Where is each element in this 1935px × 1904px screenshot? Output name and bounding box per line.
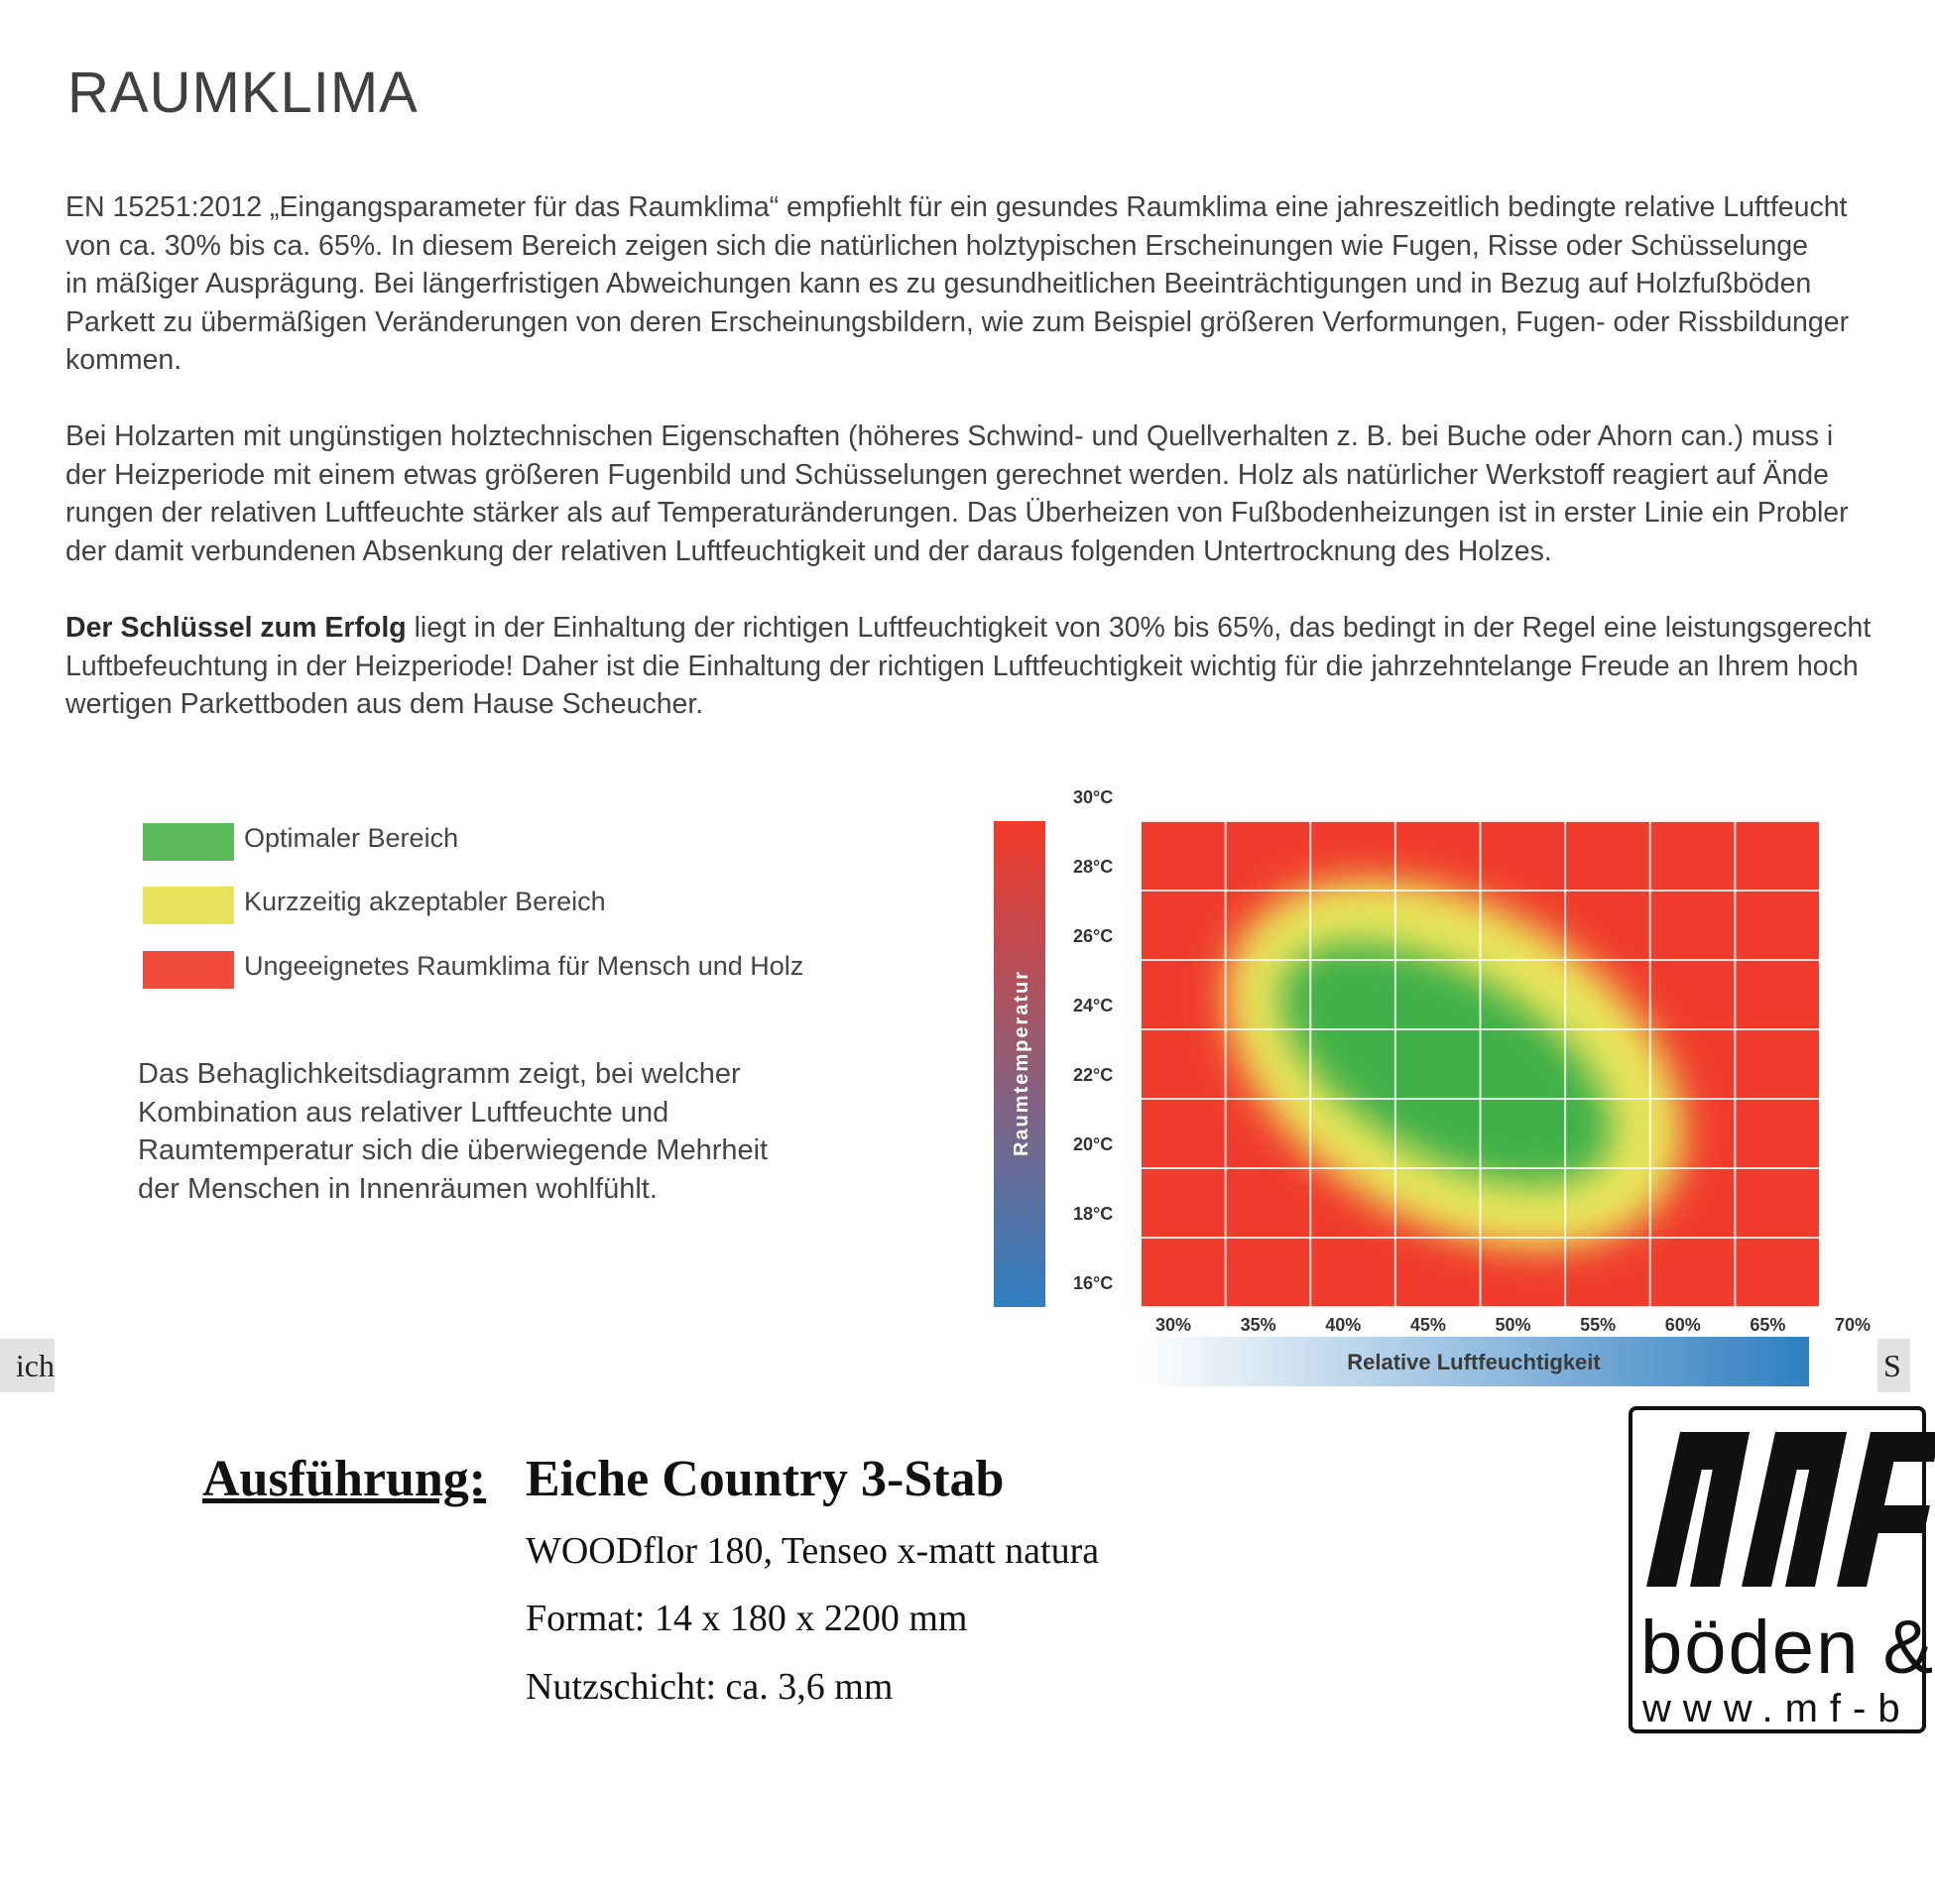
y-tick-label: 22°C xyxy=(1073,1065,1114,1085)
logo-url: www.mf-b xyxy=(1642,1687,1912,1730)
paragraph-line: wertigen Parkettboden aus dem Hause Scheucher. xyxy=(65,688,704,720)
next-slide-button[interactable]: S xyxy=(1877,1339,1910,1392)
y-tick-label: 18°C xyxy=(1073,1204,1114,1224)
company-logo xyxy=(1629,1406,1935,1733)
legend-label: Ungeeignetes Raumklima für Mensch und Holz xyxy=(244,951,804,981)
x-tick-label: 60% xyxy=(1664,1315,1701,1335)
paragraph-line: EN 15251:2012 „Eingangsparameter für das Raumklima“ empfiehlt für ein gesundes Raumklima eine jahreszeitlich bedingte relative Luftfeucht xyxy=(65,191,1848,223)
paragraph-line: in mäßiger Ausprägung. Bei längerfristigen Abweichungen kann es zu gesundheitlichen Beeinträchtigungen und in Bezug auf Holzfußböden xyxy=(65,268,1812,299)
paragraph-line: von ca. 30% bis ca. 65%. In diesem Bereich zeigen sich die natürlichen holztypischen Erscheinungen wie Fugen, Risse oder Schüsselunge xyxy=(65,229,1808,262)
y-tick-label: 26°C xyxy=(1073,926,1114,946)
x-tick-label: 40% xyxy=(1325,1315,1362,1335)
x-tick-label: 50% xyxy=(1495,1315,1531,1335)
legend-swatch xyxy=(143,823,234,861)
y-tick-label: 20°C xyxy=(1073,1134,1114,1154)
page-title: RAUMKLIMA xyxy=(67,60,419,125)
y-axis-label: Raumtemperatur xyxy=(1011,969,1032,1157)
paragraph-key-to-success xyxy=(65,609,1904,724)
paragraph-line: der damit verbundenen Absenkung der relativen Luftfeuchtigkeit und der daraus folgenden Untertrocknung des Holzes. xyxy=(65,535,1552,567)
prev-slide-button[interactable]: ich xyxy=(0,1339,55,1392)
description-line: Raumtemperatur sich die überwiegende Mehrheit xyxy=(138,1134,769,1166)
legend-label: Optimaler Bereich xyxy=(244,823,459,853)
x-tick-label: 35% xyxy=(1240,1315,1276,1335)
x-tick-label: 70% xyxy=(1834,1315,1872,1335)
paragraph-line: Luftbefeuchtung in der Heizperiode! Daher ist die Einhaltung der richtigen Luftfeuchtigkeit wichtig für die jahrzehntelange Freude an Ihrem hoch xyxy=(65,650,1859,682)
key-to-success-bold: Der Schlüssel zum Erfolg xyxy=(65,612,407,644)
description-line: Kombination aus relativer Luftfeuchte und xyxy=(138,1096,669,1129)
paragraph-line: der Heizperiode mit einem etwas größeren Fugenbild und Schüsselungen gerechnet werden. Holz als natürlicher Werkstoff reagiert auf Ände xyxy=(65,458,1830,491)
paragraph-line: kommen. xyxy=(65,344,182,376)
spec-line-wear-layer: Nutzschicht: ca. 3,6 mm xyxy=(526,1666,894,1708)
x-tick-label: 55% xyxy=(1580,1315,1617,1335)
legend-swatch xyxy=(143,951,234,989)
legend-label: Kurzzeitig akzeptabler Bereich xyxy=(244,887,606,916)
logo-mark xyxy=(1633,1410,1930,1608)
description-line: der Menschen in Innenräumen wohlfühlt. xyxy=(138,1172,658,1205)
logo-wordmark: böden & xyxy=(1640,1606,1935,1690)
x-axis-label: Relative Luftfeuchtigkeit xyxy=(1347,1350,1601,1374)
paragraph-intro xyxy=(65,188,1904,380)
comfort-heatmap-chart xyxy=(982,787,1872,1398)
chart-description xyxy=(138,1055,768,1208)
paragraph-line: Parkett zu übermäßigen Veränderungen von deren Erscheinungsbildern, wie zum Beispiel größeren Verformungen, Fugen- oder Rissbildunger xyxy=(65,305,1850,338)
paragraph-wood-species xyxy=(65,417,1904,570)
spec-line-product: WOODflor 180, Tenseo x-matt natura xyxy=(526,1530,1100,1572)
y-tick-label: 16°C xyxy=(1073,1273,1114,1293)
x-tick-label: 45% xyxy=(1409,1315,1446,1335)
paragraph-line: Bei Holzarten mit ungünstigen holztechnischen Eigenschaften (höheres Schwind- und Quellverhalten z. B. bei Buche oder Ahorn can.) muss i xyxy=(65,420,1834,452)
y-tick-label: 30°C xyxy=(1073,787,1114,807)
spec-label: Ausführung: xyxy=(202,1451,487,1507)
paragraph-text: liegt in der Einhaltung der richtigen Luftfeuchtigkeit von 30% bis 65%, das bedingt in der Regel eine leistungsgerecht xyxy=(406,612,1872,644)
spec-product-name: Eiche Country 3-Stab xyxy=(526,1451,1005,1507)
y-tick-label: 24°C xyxy=(1073,996,1114,1015)
x-tick-label: 30% xyxy=(1154,1315,1192,1335)
spec-line-format: Format: 14 x 180 x 2200 mm xyxy=(526,1598,968,1639)
x-tick-label: 65% xyxy=(1750,1315,1786,1335)
y-tick-label: 28°C xyxy=(1073,857,1114,877)
paragraph-line xyxy=(65,609,1904,648)
paragraph-line: rungen der relativen Luftfeuchte stärker als auf Temperaturänderungen. Das Überheizen von Fußbodenheizungen ist in erster Linie ein Probler xyxy=(65,497,1849,529)
legend-swatch xyxy=(143,887,234,924)
description-line: Das Behaglichkeitsdiagramm zeigt, bei welcher xyxy=(138,1058,741,1090)
